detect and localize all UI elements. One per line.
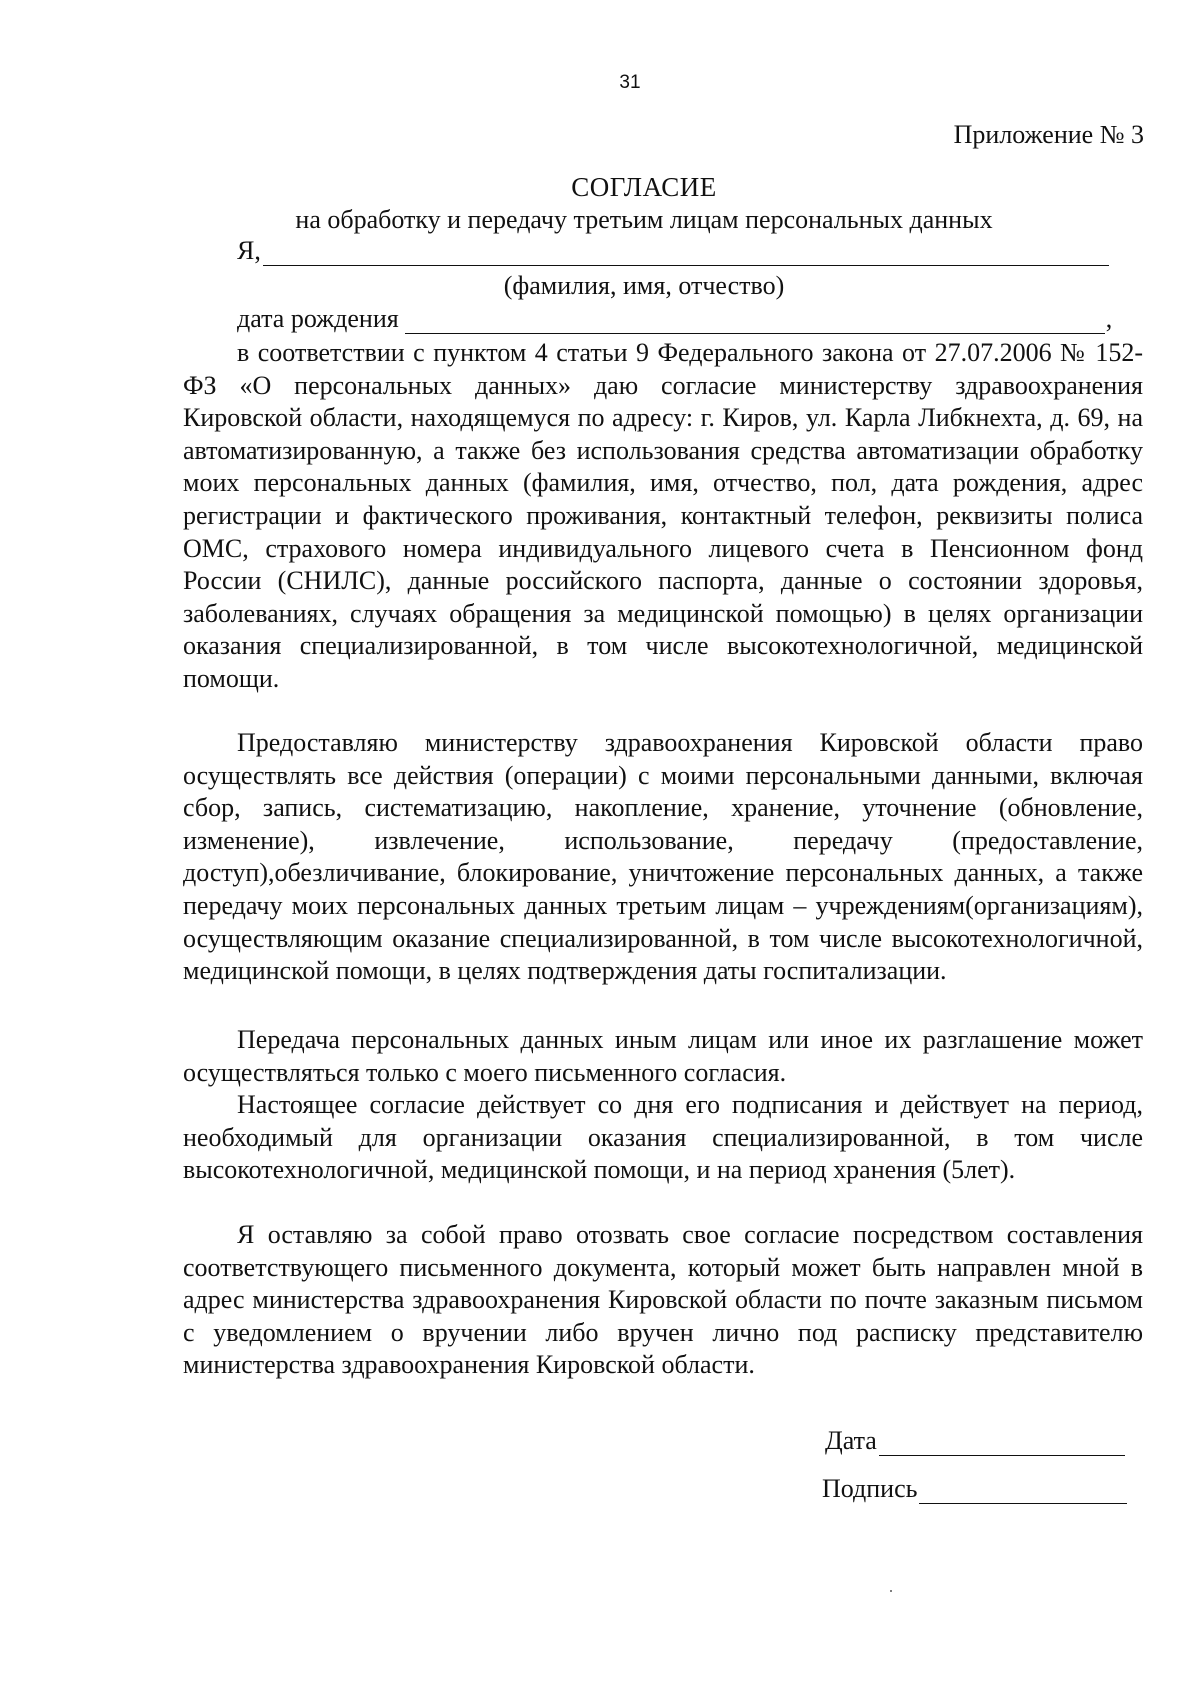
fio-label: Я, — [237, 236, 261, 265]
paragraph-consent-basis: в соответствии с пунктом 4 статьи 9 Федерального закона от 27.07.2006 № 152-ФЗ «О персональных данных» даю согласие министерству здравоохранения Кировской области, находящемуся по адресу: г. Киров, ул. Карла Либкнехта, д. 69, на автоматизированную, а также без использования средства автоматизации обработку моих персональных данных (фамилия, имя, отчество, пол, дата рождения, адрес регистрации и фактического проживания, контактный телефон, реквизиты полиса ОМС, страхового номера индивидуального лицевого счета в Пенсионном фонд России (СНИЛС), данные российского паспорта, данные о состоянии здоровья, заболеваниях, случаях обращения за медицинской помощью) в целях организации оказания специализированной, в том числе высокотехнологичной, медицинской помощи. — [183, 338, 1143, 693]
page-number: 31 — [619, 72, 641, 93]
appendix-label: Приложение № 3 — [953, 120, 1144, 149]
signature-label: Подпись — [822, 1474, 918, 1503]
date-label: Дата — [825, 1426, 877, 1455]
document-subtitle: на обработку и передачу третьим лицам персональных данных — [295, 205, 993, 234]
fio-field — [237, 236, 1109, 266]
fio-blank-line — [263, 243, 1109, 266]
dob-suffix: , — [1105, 304, 1113, 333]
dob-blank-line — [405, 311, 1105, 334]
fio-caption: (фамилия, имя, отчество) — [503, 271, 785, 300]
signature-blank-line — [919, 1481, 1127, 1504]
document-title: СОГЛАСИЕ — [571, 172, 717, 202]
scan-speck — [890, 1590, 892, 1592]
date-blank-line — [879, 1433, 1125, 1456]
dob-label: дата рождения — [237, 304, 399, 333]
signature-field — [822, 1474, 1127, 1504]
date-field — [825, 1426, 1125, 1456]
paragraph-granted-rights: Предоставляю министерству здравоохранения Кировской области право осуществлять все действия (операции) с моими персональными данными, включая сбор, запись, систематизацию, накопление, хранение, уточнение (обновление, изменение), извлечение, использование, передачу (предоставление, доступ),обезличивание, блокирование, уничтожение персональных данных, а также передачу моих персональных данных третьим лицам – учреждениям(организациям), осуществляющим оказание специализированной, в том числе высокотехнологичной, медицинской помощи, в целях подтверждения даты госпитализации. — [183, 728, 1143, 986]
paragraph-validity-period: Настоящее согласие действует со дня его подписания и действует на период, необходимый для организации оказания специализированной, в том числе высокотехнологичной, медицинской помощи, и на период хранения (5лет). — [183, 1090, 1143, 1185]
paragraph-third-party-disclosure: Передача персональных данных иным лицам или иное их разглашение может осуществляться только с моего письменного согласия. — [183, 1025, 1143, 1087]
dob-field — [237, 304, 1112, 334]
paragraph-revocation-right: Я оставляю за собой право отозвать свое согласие посредством составления соответствующего письменного документа, который может быть направлен мной в адрес министерства здравоохранения Кировской области по почте заказным письмом с уведомлением о вручении либо вручен лично под расписку представителю министерства здравоохранения Кировской области. — [183, 1220, 1143, 1380]
